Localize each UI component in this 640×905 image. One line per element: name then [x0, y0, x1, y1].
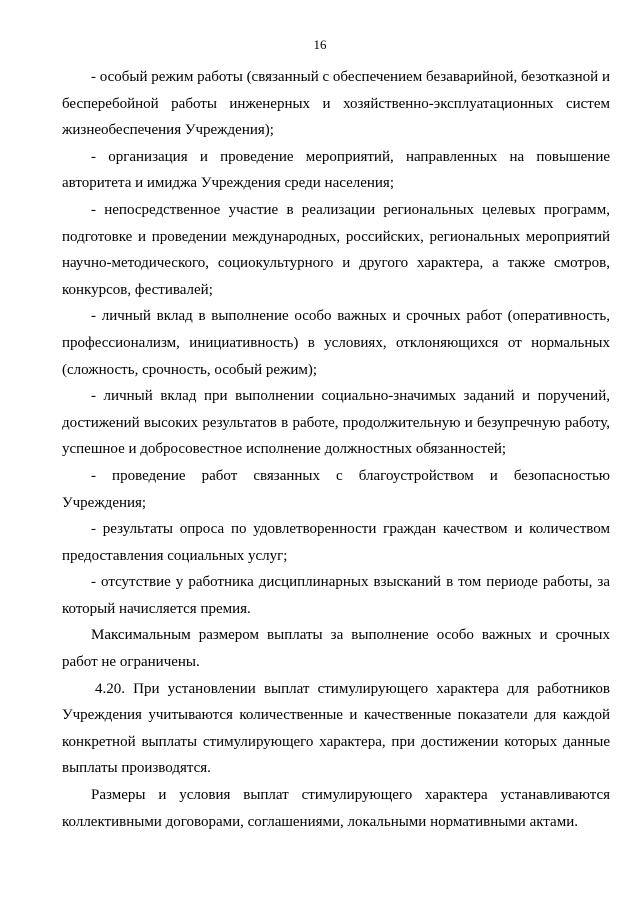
paragraph-socially-significant-tasks: - личный вклад при выполнении социально-значимых заданий и поручений, достижений высоких результатов в работе, продолжительную и безупречную работу, успешное и добросовестное исполнение должностных обязанностей; [62, 388, 610, 458]
paragraph-special-regime: - особый режим работы (связанный с обеспечением безаварийной, безотказной и бесперебойной работы инженерных и хозяйственно-эксплуатационных систем жизнеобеспечения Учреждения); [62, 69, 610, 139]
document-body [62, 64, 610, 835]
paragraph-events-organization: - организация и проведение мероприятий, направленных на повышение авторитета и имиджа Учреждения среди населения; [62, 148, 610, 192]
paragraph-improvement-safety: - проведение работ связанных с благоустройством и безопасностью Учреждения; [62, 467, 610, 511]
page-number: 16 [313, 37, 327, 52]
paragraph-survey-results: - результаты опроса по удовлетворенности граждан качеством и количеством предоставления социальных услуг; [62, 521, 610, 564]
paragraph-regional-programs: - непосредственное участие в реализации региональных целевых программ, подготовке и проведении международных, российских, региональных мероприятий научно-методического, социокультурного и другого характера, а также смотров, конкурсов, фестивалей; [62, 201, 610, 298]
clause-number: 4.20. [95, 680, 125, 697]
paragraph-urgent-work: - личный вклад в выполнение особо важных и срочных работ (оперативность, профессионализм, инициативность) в условиях, отклоняющихся от нормальных (сложность, срочность, особый режим); [62, 308, 610, 378]
paragraph-no-disciplinary-penalties: - отсутствие у работника дисциплинарных взысканий в том периоде работы, за который начисляется премия. [62, 574, 610, 617]
paragraph-payment-conditions: Размеры и условия выплат стимулирующего характера устанавливаются коллективными договорами, соглашениями, локальными нормативными актами. [62, 787, 610, 830]
clause-text: При установлении выплат стимулирующего характера для работников Учреждения учитываются количественные и качественные показатели для каждой конкретной выплаты стимулирующего характера, при достижении которых данные выплаты производятся. [62, 680, 610, 777]
paragraph-maximum-payment: Максимальным размером выплаты за выполнение особо важных и срочных работ не ограничены. [62, 627, 610, 671]
clause-4-20 [62, 676, 610, 782]
